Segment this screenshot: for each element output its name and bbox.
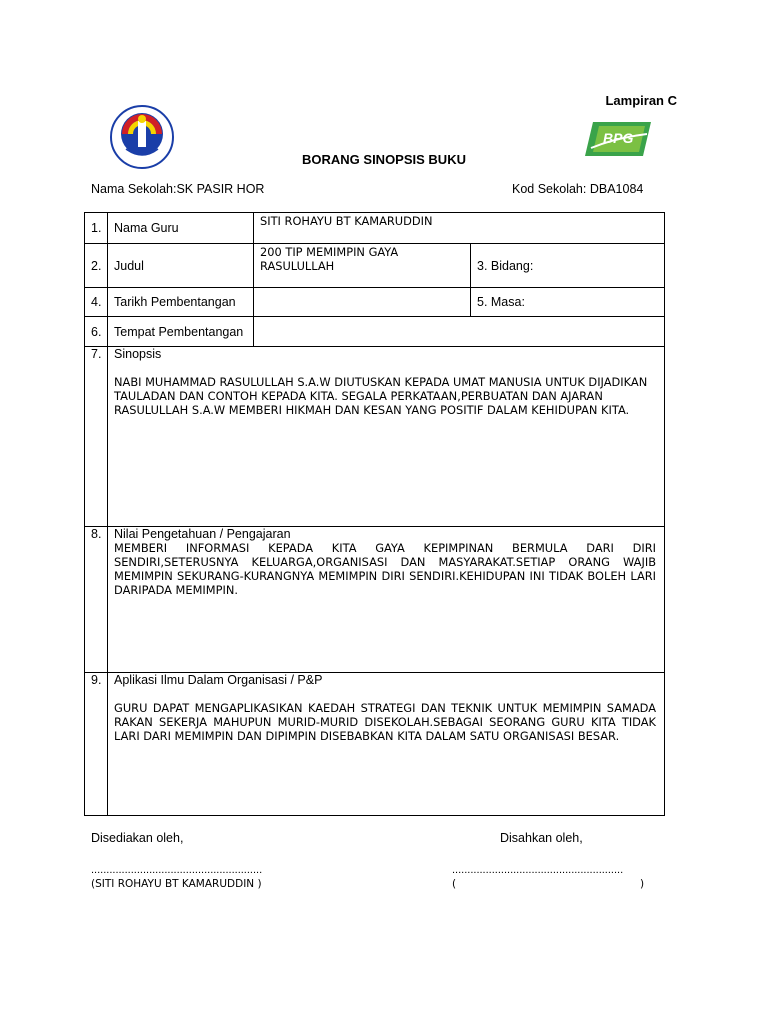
synopsis-form-table (84, 212, 665, 816)
nilai-label: Nilai Pengetahuan / Pengajaran (114, 527, 291, 541)
row-tarikh (85, 288, 665, 317)
disahkan-label: Disahkan oleh, (500, 831, 583, 845)
row-label-tarikh: Tarikh Pembentangan (108, 288, 254, 317)
row-number: 9. (85, 673, 108, 816)
row-label-tempat: Tempat Pembentangan (108, 317, 254, 347)
aplikasi-label: Aplikasi Ilmu Dalam Organisasi / P&P (114, 673, 323, 687)
row-number: 2. (85, 244, 108, 288)
bpg-logo-text: BPG (603, 130, 634, 146)
aplikasi-cell (108, 673, 665, 816)
row-sinopsis (85, 347, 665, 527)
row-nilai (85, 527, 665, 673)
row-aplikasi (85, 673, 665, 816)
row-number: 6. (85, 317, 108, 347)
aplikasi-text: GURU DAPAT MENGAPLIKASIKAN KAEDAH STRATEGI DAN TEKNIK UNTUK MEMIMPIN SAMADA RAKAN SEKERJA MAHUPUN MURID-MURID DISEKOLAH.SEBAGAI SEORANG GURU KITA TIDAK LARI DARI MEMIMPIN DAN DIPIMPIN DISEBABKAN KITA DALAM SATU ORGANISASI BESAR. (114, 701, 657, 743)
approver-paren-close: ) (640, 878, 645, 890)
form-title: BORANG SINOPSIS BUKU (302, 152, 466, 167)
judul-value-line1: 200 TIP MEMIMPIN GAYA (260, 245, 399, 259)
row-number: 4. (85, 288, 108, 317)
row-number: 7. (85, 347, 108, 527)
nilai-cell (108, 527, 665, 673)
row-tempat (85, 317, 665, 347)
judul-value-line2: RASULULLAH (260, 259, 335, 273)
masa-label: 5. Masa: (471, 288, 665, 317)
row-number: 1. (85, 213, 108, 244)
row-label-judul: Judul (108, 244, 254, 288)
row-judul (85, 244, 665, 288)
preparer-name: (SITI ROHAYU BT KAMARUDDIN ) (91, 878, 262, 890)
judul-value (254, 244, 471, 288)
school-name: Nama Sekolah:SK PASIR HOR (91, 182, 265, 196)
tarikh-value (254, 288, 471, 317)
row-nama-guru (85, 213, 665, 244)
signature-line-left: ........................................................ (91, 864, 263, 876)
school-code: Kod Sekolah: DBA1084 (512, 182, 644, 196)
nama-guru-value: SITI ROHAYU BT KAMARUDDIN (254, 213, 665, 244)
tempat-value (254, 317, 665, 347)
approver-paren-open: ( (452, 878, 457, 890)
signature-line-right: ........................................................ (452, 864, 624, 876)
lampiran-label: Lampiran C (605, 93, 677, 108)
sinopsis-cell (108, 347, 665, 527)
sinopsis-label: Sinopsis (114, 347, 162, 361)
disediakan-label: Disediakan oleh, (91, 831, 184, 845)
bidang-label: 3. Bidang: (471, 244, 665, 288)
row-number: 8. (85, 527, 108, 673)
row-label-nama-guru: Nama Guru (108, 213, 254, 244)
sinopsis-text: NABI MUHAMMAD RASULULLAH S.A.W DIUTUSKAN KEPADA UMAT MANUSIA UNTUK DIJADIKAN TAULADAN DAN CONTOH KEPADA KITA. SEGALA PERKATAAN,PERBUATAN DAN AJARAN RASULULLAH S.A.W MEMBERI HIKMAH DAN KESAN YANG POSITIF DALAM KEHIDUPAN KITA. (114, 375, 648, 417)
nilai-text: MEMBERI INFORMASI KEPADA KITA GAYA KEPIMPINAN BERMULA DARI DIRI SENDIRI,SETERUSNYA KELUARGA,ORGANISASI DAN MASYARAKAT.SETIAP ORANG WAJIB MEMIMPIN SEKURANG-KURANGNYA MEMIMPIN DIRI SENDIRI.KEHIDUPAN INI TIDAK BOLEH LARI DARIPADA MEMIMPIN. (114, 541, 657, 597)
